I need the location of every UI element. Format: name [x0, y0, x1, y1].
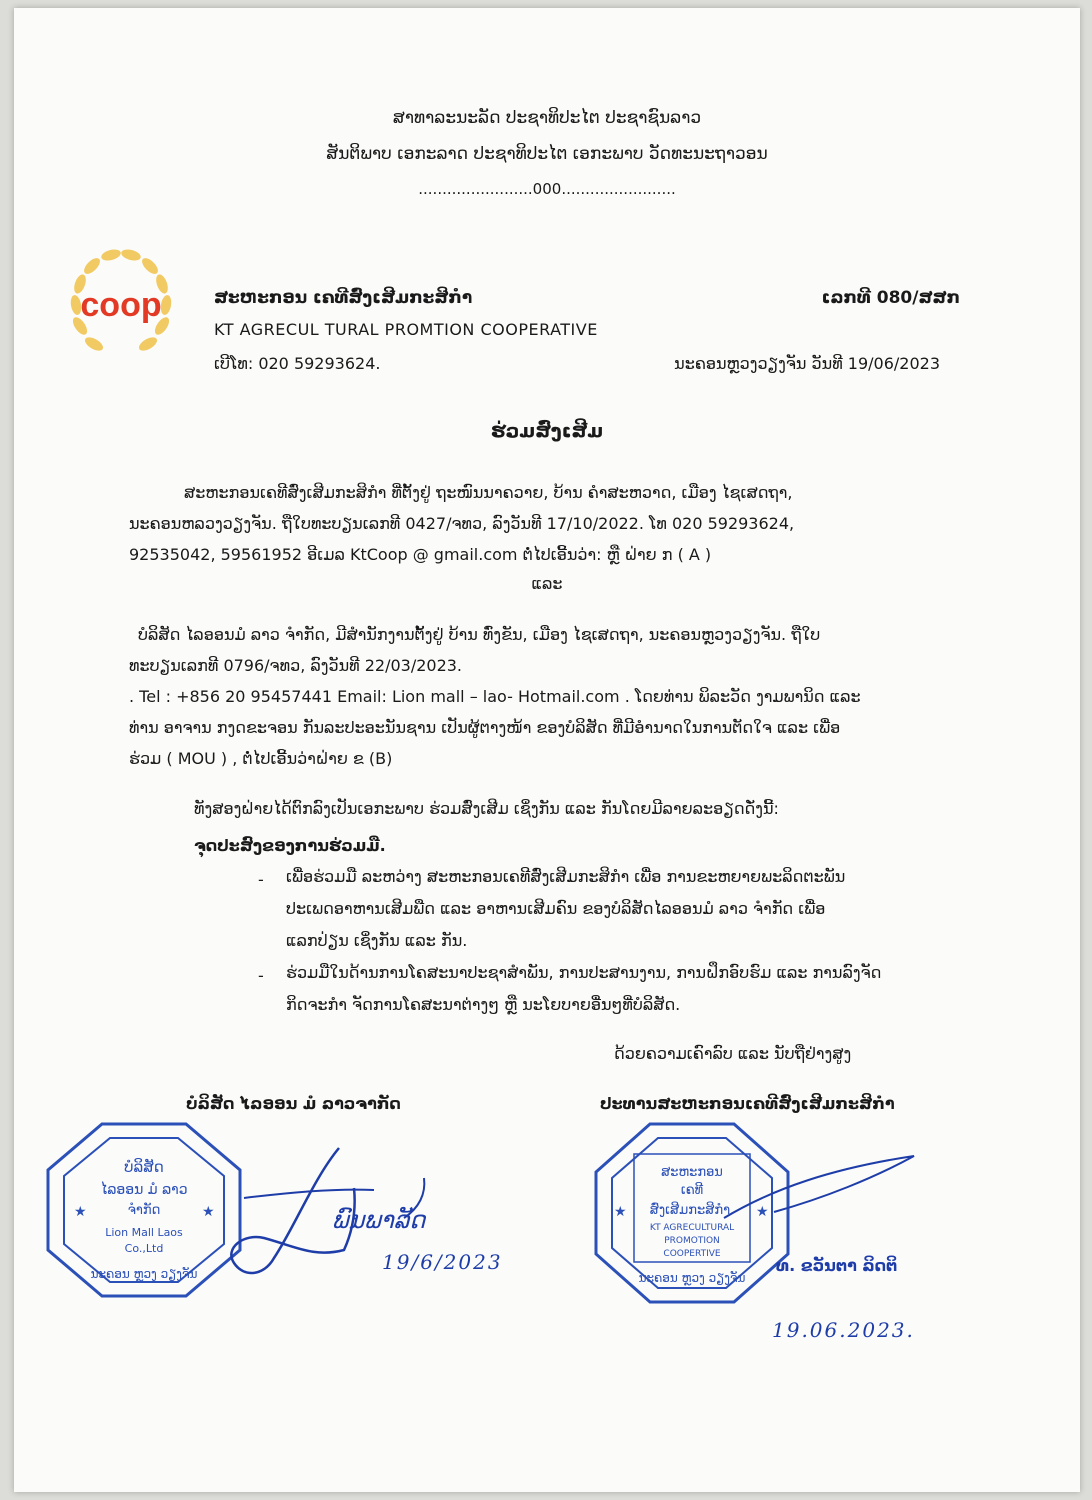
objective-heading: ຈຸດປະສົງຂອງການຮ່ວມມື.: [194, 836, 386, 855]
stamp-left-line-1: ບໍລິສັດ: [124, 1158, 164, 1176]
party-a-line-2: ນະຄອນຫລວງວຽງຈັນ. ຖືໃບທະບຽນເລກທີ 0427/ຈທວ, ລົງວັນທີ 17/10/2022. ໂທ 020 59293624,: [129, 514, 795, 533]
right-signatory-title: ປະທານສະຫະກອນເຄທີສົ່ງເສີມກະສິກຳ: [600, 1094, 895, 1113]
header-divider: ........................000........................: [418, 180, 676, 198]
stamp-right-line-2: ເຄທີ: [680, 1183, 704, 1198]
stamp-right-star-icon: ★: [756, 1204, 769, 1220]
reference-number: ເລກທີ 080/ສສກ: [821, 288, 960, 308]
agreement-intro: ທັງສອງຝ່າຍໄດ້ຕົກລົງເປັນເອກະພາບ ຮ່ວມສົ່ງເສີມ ເຊິ່ງກັນ ແລະ ກັນໂດຍມີລາຍລະອຽດດັ່ງນີ້:: [194, 799, 779, 818]
stamp-right-line-6: COOPERTIVE: [663, 1249, 721, 1259]
party-b-line-3: . Tel : +856 20 95457441 Email: Lion mall – lao- Hotmail.com . ໂດຍທ່ານ ພິລະວັດ ງາມພານິດ ແລະ: [129, 687, 861, 706]
left-signature-name: ພົນພາລັດ: [332, 1206, 426, 1234]
objective-1-line-3: ແລກປ່ຽນ ເຊິ່ງກັນ ແລະ ກັນ.: [286, 931, 468, 950]
country-line-2: ສັນຕິພາບ ເອກະລາດ ປະຊາທິປະໄຕ ເອກະພາບ ວັດທະນະຖາວອນ: [326, 144, 768, 164]
stamp-right-line-5: PROMOTION: [664, 1236, 720, 1246]
stamp-left-star-icon: ★: [74, 1204, 87, 1220]
closing-line: ດ້ວຍຄວາມເຄົາລົບ ແລະ ນັບຖືຢ່າງສູງ: [614, 1044, 852, 1063]
org-name-en: KT AGRECUL TURAL PROMTION COOPERATIVE: [214, 320, 598, 339]
party-b-line-5: ຮ່ວມ ( MOU ) , ຕໍ່ໄປເອີ້ນວ່າຝ່າຍ ຂ (B): [129, 749, 393, 768]
org-phone: ເບີໂທ: 020 59293624.: [214, 354, 381, 373]
stamp-left-star-icon: ★: [202, 1204, 215, 1220]
document-title: ຮ່ວມສົ່ງເສີມ: [490, 420, 604, 442]
stamp-right-line-4: KT AGRECULTURAL: [649, 1223, 735, 1233]
stamp-left-line-5: Co.,Ltd: [124, 1242, 164, 1255]
party-a-line-1: ສະຫະກອນເຄທີສົ່ງເສີມກະສິກຳ ທີ່ຕັ້ງຢູ່ ຖະໜົນນາຄວາຍ, ບ້ານ ຄຳສະຫວາດ, ເມືອງ ໄຊເສດຖາ,: [184, 483, 793, 502]
right-signatory-name: ທ. ຂວັນຕາ ລິດຕິ: [776, 1256, 898, 1275]
stamp-left-line-6: ນະຄອນ ຫຼວງ ວຽງຈັນ: [90, 1267, 198, 1281]
document-page: [14, 8, 1080, 1492]
objective-1-line-2: ປະເພດອາຫານເສີມພືດ ແລະ ອາຫານເສີມຄົນ ຂອງບໍລິສັດໄລອອນມໍ ລາວ ຈຳກັດ ເພື່ອ: [286, 899, 826, 918]
left-signature-date: 19/6/2023: [382, 1250, 503, 1274]
place-and-date: ນະຄອນຫຼວງວຽງຈັນ ວັນທີ 19/06/2023: [674, 354, 940, 373]
left-signature: [204, 1138, 534, 1298]
right-signature: [714, 1148, 954, 1228]
stamp-left-line-2: ໄລອອນ ມໍ ລາວ: [100, 1182, 188, 1198]
objective-2-line-2: ກິດຈະກຳ ຈັດການໂຄສະນາຕ່າງໆ ຫຼື ນະໂຍບາຍອື່ນໆທີ່ບໍລິສັດ.: [286, 995, 681, 1014]
stamp-right-line-7: ນະຄອນ ຫຼວງ ວຽງຈັນ: [638, 1271, 746, 1285]
party-b-line-4: ທ່ານ ອາຈານ ກງດຂະຈອນ ກັນລະປະອະນັນຊານ ເປັນຜູ້ຕາງໜ້າ ຂອງບໍລິສັດ ທີ່ມີອຳນາດໃນການຕັດໃຈ ແລະ ເພື່ອ: [129, 718, 841, 737]
right-signature-date: 19.06.2023.: [772, 1318, 915, 1342]
stamp-left-line-3: ຈຳກັດ: [127, 1203, 161, 1218]
stamp-right-line-1: ສະຫະກອນ: [661, 1165, 723, 1180]
org-name-lao: ສະຫະກອນ ເຄທີສົ່ງເສີມກະສິກຳ: [214, 288, 473, 308]
party-b-line-2: ທະບຽນເລກທີ 0796/ຈທວ, ລົງວັນທີ 22/03/2023.: [129, 656, 463, 675]
objective-1-line-1: ເພື່ອຮ່ວມມື ລະຫວ່າງ ສະຫະກອນເຄທີສົ່ງເສີມກະສິກຳ ເພື່ອ ການຂະຫຍາຍພະລິດຕະພັນ: [286, 867, 846, 886]
party-a-line-3: 92535042, 59561952 ອີເມລ KtCoop @ gmail.com ຕໍ່ໄປເອີ້ນວ່າ: ຫຼື ຝ່າຍ ກ ( A ): [129, 545, 712, 564]
stamp-right-line-3: ສົ່ງເສີມກະສິກຳ.: [649, 1203, 735, 1218]
coop-logo: [56, 240, 186, 370]
bullet-2: -: [258, 966, 264, 985]
country-line-1: ສາທາລະນະລັດ ປະຊາທິປະໄຕ ປະຊາຊົນລາວ: [392, 108, 702, 128]
and-word: ແລະ: [531, 574, 563, 593]
stamp-left-line-4: Lion Mall Laos: [105, 1226, 183, 1239]
objective-2-line-1: ຮ່ວມມືໃນດ້ານການໂຄສະນາປະຊາສຳພັນ, ການປະສານງານ, ການຝຶກອົບຮົມ ແລະ ການລົງຈັດ: [286, 963, 882, 982]
stamp-right-star-icon: ★: [614, 1204, 627, 1220]
logo-text: coop: [80, 286, 162, 324]
bullet-1: -: [258, 870, 264, 889]
left-signatory-title: ບໍລິສັດ ໄລອອນ ມໍ ລາວຈາກັດ: [186, 1094, 401, 1113]
party-b-line-1: ບໍລິສັດ ໄລອອນມໍ ລາວ ຈຳກັດ, ມີສຳນັກງານຕັ້ງຢູ່ ບ້ານ ທົ່ງຂັນ, ເມືອງ ໄຊເສດຖາ, ນະຄອນຫຼວງວຽງຈັນ. ຖືໃບ: [138, 625, 821, 644]
